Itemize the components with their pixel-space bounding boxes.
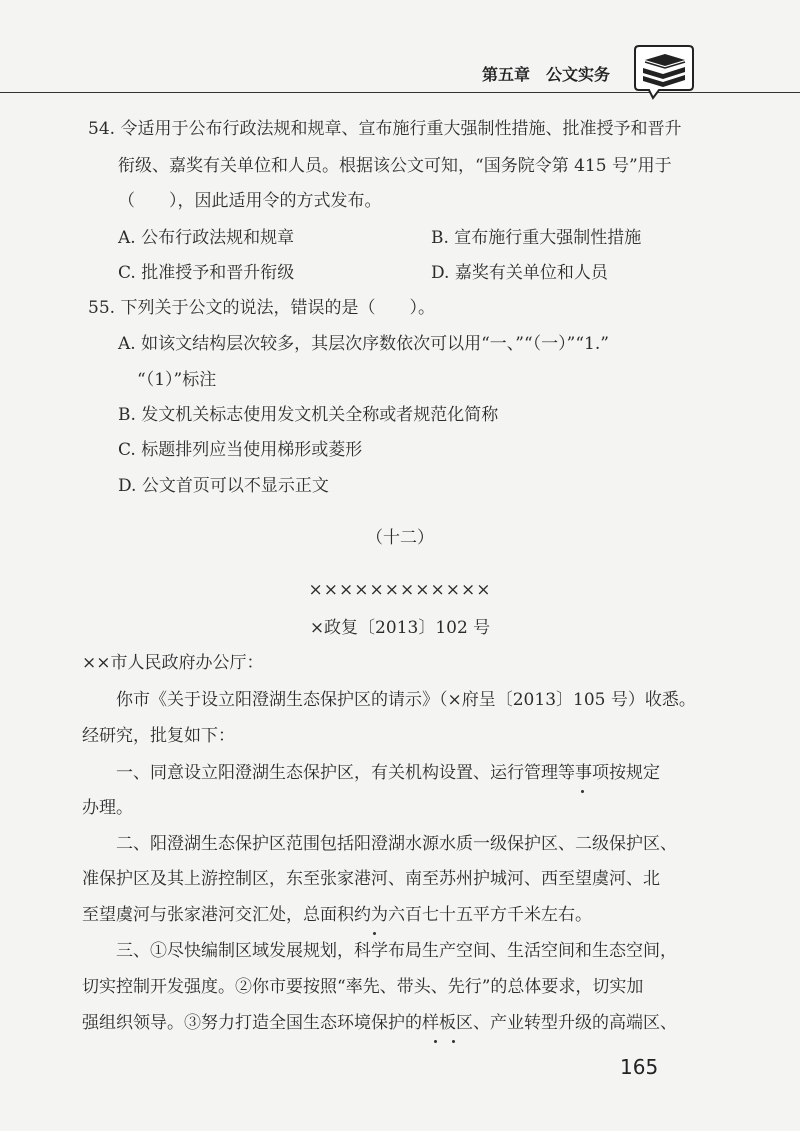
q54-option-a: A. 公布行政法规和规章 — [118, 228, 295, 248]
paragraph-3-line-3: 至望虞河与张家港河交汇处，总面积约为六百七十五平方千米左右。 — [82, 905, 592, 925]
q54-line-1: 54. 令适用于公布行政法规和规章、宣布施行重大强制性措施、批准授予和晋升 — [88, 119, 682, 139]
paragraph-2-line-2: 办理。 — [82, 798, 133, 818]
q55-option-a-line-1: A. 如该文结构层次较多，其层次序数依次可以用“一、”“（一）”“1.” — [118, 334, 609, 354]
stacked-books-icon — [633, 42, 695, 100]
document-title: ×××××××××××× — [308, 580, 492, 600]
emphasis-dot — [434, 1040, 437, 1043]
q55-option-d: D. 公文首页可以不显示正文 — [118, 476, 329, 496]
paragraph-3-line-2: 准保护区及其上游控制区，东至张家港河、南至苏州护城河、西至望虞河、北 — [82, 869, 660, 889]
chapter-title: 第五章 公文实务 — [481, 65, 610, 84]
paragraph-4-line-2: 切实控制开发强度。②你市要按照“率先、带头、先行”的总体要求，切实加 — [82, 977, 644, 997]
q54-line-2: 衔级、嘉奖有关单位和人员。根据该公文可知，“国务院令第 415 号”用于 — [118, 156, 672, 176]
q55-line-1: 55. 下列关于公文的说法，错误的是（ ）。 — [88, 298, 435, 318]
q55-option-c: C. 标题排列应当使用梯形或菱形 — [118, 440, 363, 460]
document-number: ×政复〔2013〕102 号 — [309, 618, 491, 638]
q54-line-3: （ ），因此适用令的方式发布。 — [118, 191, 382, 211]
q54-option-d: D. 嘉奖有关单位和人员 — [431, 263, 608, 283]
q55-option-a-line-2: “（1）”标注 — [137, 370, 217, 390]
q55-option-b: B. 发文机关标志使用发文机关全称或者规范化简称 — [118, 405, 499, 425]
section-number: （十二） — [366, 528, 434, 548]
paragraph-4-line-3: 强组织领导。③努力打造全国生态环境保护的样板区、产业转型升级的高端区、 — [82, 1013, 677, 1033]
emphasis-dot — [452, 1040, 455, 1043]
page-number: 165 — [620, 1055, 659, 1079]
paragraph-2-line-1: 一、同意设立阳澄湖生态保护区，有关机构设置、运行管理等事项按规定 — [116, 763, 660, 783]
paragraph-4-line-1: 三、①尽快编制区域发展规划，科学布局生产空间、生活空间和生态空间， — [116, 941, 677, 961]
emphasis-dot — [581, 790, 584, 793]
salutation: ××市人民政府办公厅： — [82, 653, 264, 673]
q54-option-c: C. 批准授予和晋升衔级 — [118, 263, 295, 283]
paragraph-3-line-1: 二、阳澄湖生态保护区范围包括阳澄湖水源水质一级保护区、二级保护区、 — [116, 834, 677, 854]
paragraph-1-line-1: 你市《关于设立阳澄湖生态保护区的请示》（×府呈〔2013〕105 号）收悉。 — [116, 690, 696, 710]
paragraph-1-line-2: 经研究，批复如下： — [82, 726, 235, 746]
q54-option-b: B. 宣布施行重大强制性措施 — [431, 228, 642, 248]
emphasis-dot — [373, 932, 376, 935]
